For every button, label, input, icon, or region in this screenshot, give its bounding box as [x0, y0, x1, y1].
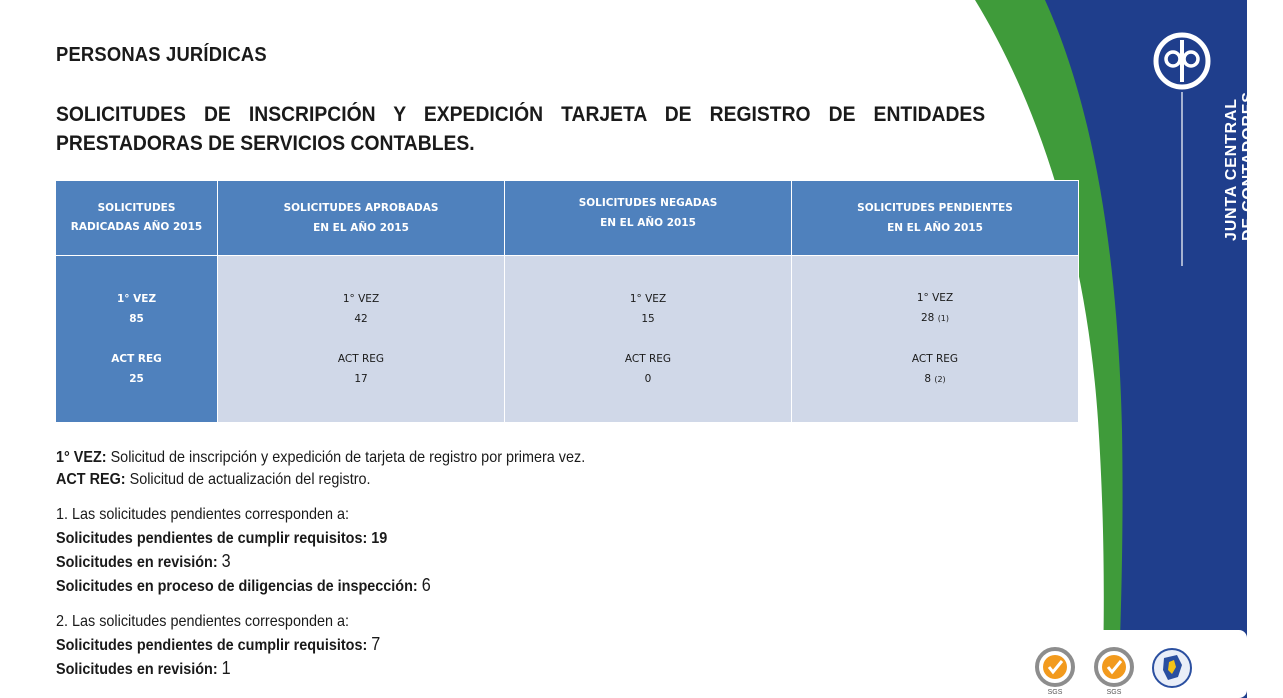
note1-title: 1. Las solicitudes pendientes corresponden a:: [56, 506, 349, 523]
header-radicadas: SOLICITUDES RADICADAS AÑO 2015: [56, 181, 218, 256]
header-negadas: SOLICITUDES NEGADAS EN EL AÑO 2015: [505, 181, 792, 256]
note2-item: Solicitudes en revisión: 1: [56, 658, 231, 678]
note2-title: 2. Las solicitudes pendientes corresponden a:: [56, 613, 349, 630]
legend: [56, 447, 686, 681]
note1-item: Solicitudes en proceso de diligencias de inspección: 6: [56, 575, 431, 595]
cell-negadas: 1° VEZ 15 ACT REG 0: [505, 256, 792, 423]
brand-wordmark: JUNTA CENTRAL DE CONTADORES UNIDAD ADMINISTRATIVA ESPECIAL: [1223, 91, 1282, 241]
cell-radicadas: 1° VEZ 85 ACT REG 25: [56, 256, 218, 423]
colombia-seal-icon: [1153, 649, 1191, 687]
table-header-row: [56, 181, 1079, 256]
cell-aprobadas: 1° VEZ 42 ACT REG 17: [218, 256, 505, 423]
junta-central-logo: [1150, 30, 1220, 270]
section-title: PERSONAS JURÍDICAS: [56, 44, 267, 66]
legend-vez: 1° VEZ: Solicitud de inscripción y expedición de tarjeta de registro por primera vez.: [56, 449, 586, 466]
note1-item: Solicitudes en revisión: 3: [56, 551, 231, 571]
cell-pendientes: 1° VEZ 28 (1) ACT REG 8 (2): [792, 256, 1079, 423]
legend-act: ACT REG: Solicitud de actualización del registro.: [56, 471, 371, 488]
main-heading: SOLICITUDES DE INSCRIPCIÓN Y EXPEDICIÓN TARJETA DE REGISTRO DE ENTIDADES PRESTADORAS DE SERVICIOS CONTABLES.: [56, 103, 986, 155]
note2-item: Solicitudes pendientes de cumplir requisitos: 7: [56, 634, 381, 654]
requests-table: [55, 180, 1079, 423]
header-pendientes: SOLICITUDES PENDIENTES EN EL AÑO 2015: [792, 181, 1079, 256]
certification-strip: [1022, 630, 1247, 698]
footnote-ref-2: (2): [934, 375, 946, 384]
table-row: [56, 256, 1079, 423]
header-aprobadas: SOLICITUDES APROBADAS EN EL AÑO 2015: [218, 181, 505, 256]
footnote-ref-1: (1): [937, 314, 950, 323]
svg-text:SGS: SGS: [1047, 689, 1063, 696]
note1-item: Solicitudes pendientes de cumplir requisitos: 19: [56, 530, 388, 547]
svg-text:SGS: SGS: [1106, 689, 1122, 696]
